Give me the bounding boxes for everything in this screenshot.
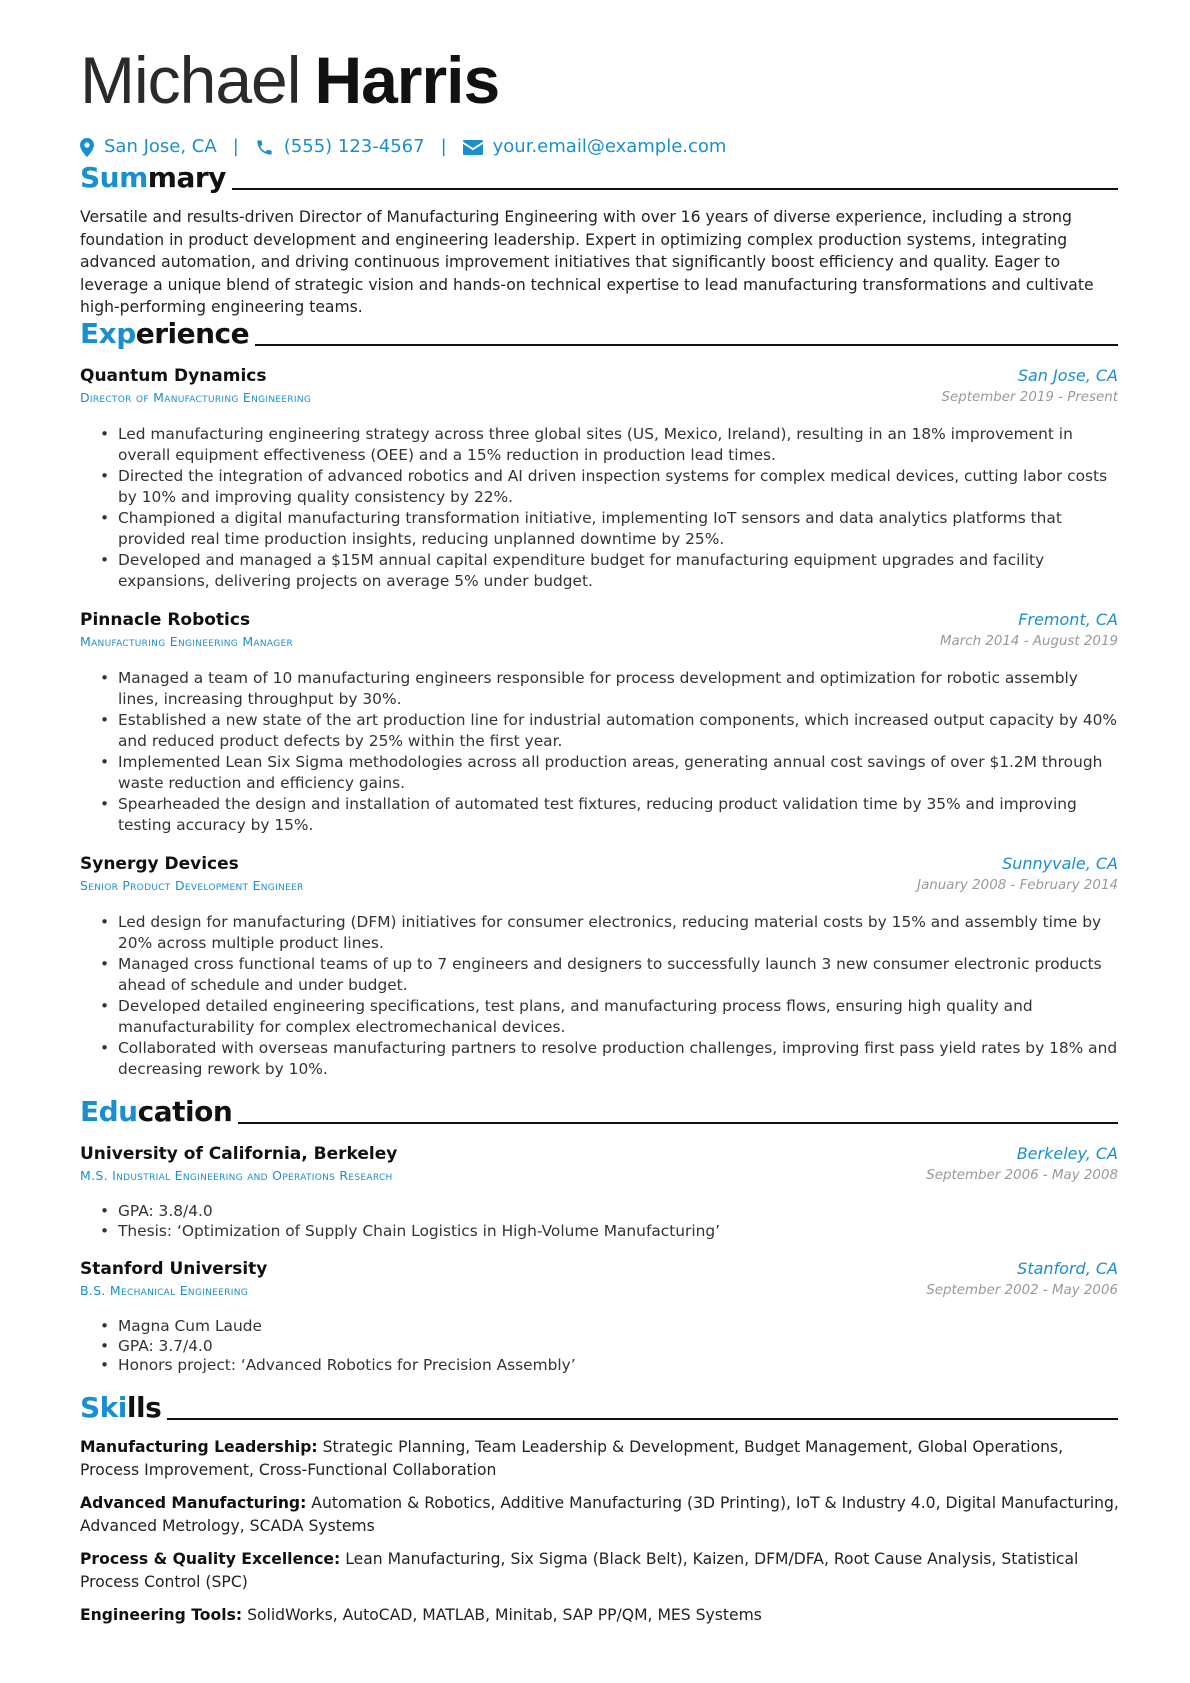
phone-icon [255, 138, 274, 157]
list-item: • Honors project: ‘Advanced Robotics for Precision Assembly’ [100, 1356, 1120, 1376]
list-item: • Developed detailed engineering specifications, test plans, and manufacturing process flows, ensuring high quality and manufacturability for complex electromechanical devices. [100, 996, 1120, 1038]
skill-category: Manufacturing Leadership: [80, 1438, 318, 1456]
school-dates: September 2006 - May 2008 [926, 1168, 1118, 1183]
skill-category: Engineering Tools: [80, 1606, 243, 1624]
list-item: • Managed a team of 10 manufacturing engineers responsible for process development and optimization for robotic assembly lines, increasing throughput by 30%. [100, 668, 1120, 710]
list-item: • Developed and managed a $15M annual capital expenditure budget for manufacturing equipment upgrades and facility expansions, delivering projects on average 5% under budget. [100, 550, 1120, 592]
job-bullets [100, 424, 1120, 592]
envelope-icon [463, 140, 483, 155]
skill-values: Lean Manufacturing, Six Sigma (Black Belt), Kaizen, DFM/DFA, Root Cause Analysis, Statistical Process Control (SPC) [80, 1550, 1079, 1591]
job-location: Sunnyvale, CA [1002, 854, 1118, 873]
job-dates: January 2008 - February 2014 [917, 878, 1118, 893]
skill-values: Automation & Robotics, Additive Manufacturing (3D Printing), IoT & Industry 4.0, Digital Manufacturing, Advanced Metrology, SCADA Systems [80, 1494, 1119, 1535]
list-item: • Managed cross functional teams of up to 7 engineers and designers to successfully launch 3 new consumer electronic products ahead of schedule and under budget. [100, 954, 1120, 996]
section-title-accent: Ski [80, 1391, 127, 1424]
section-divider [238, 1122, 1118, 1124]
company-name: Synergy Devices [80, 854, 239, 874]
job-title: Director of Manufacturing Engineering [80, 390, 312, 405]
location-pin-icon [80, 138, 94, 157]
skill-values: Strategic Planning, Team Leadership & Development, Budget Management, Global Operations, Process Improvement, Cross-Functional Collaboration [80, 1438, 1064, 1479]
school-location: Berkeley, CA [1016, 1144, 1118, 1163]
job-dates: September 2019 - Present [941, 390, 1118, 405]
experience-entry [80, 852, 1118, 898]
summary-text: Versatile and results-driven Director of Manufacturing Engineering with over 16 years of diverse experience, including a strong foundation in product development and engineering leadership. Expert in optimizing complex production systems, integrating advanced automation, and driving continuous improvement initiatives that significantly boost efficiency and quality. Eager to leverage a unique blend of strategic vision and hands-on technical expertise to lead manufacturing transformations and cultivate high-performing engineering teams. [80, 208, 1094, 316]
education-entry [80, 1257, 1118, 1303]
job-bullets [100, 912, 1120, 1080]
email-link[interactable]: your.email@example.com [492, 136, 727, 157]
contact-separator: | [440, 136, 447, 157]
section-education [80, 1090, 1118, 1130]
school-name: University of California, Berkeley [80, 1144, 398, 1164]
education-bullets [100, 1317, 1120, 1376]
section-title-accent: Edu [80, 1095, 138, 1128]
school-name: Stanford University [80, 1259, 268, 1279]
section-title-rest: lls [126, 1391, 162, 1424]
school-dates: September 2002 - May 2006 [926, 1283, 1118, 1298]
section-title [80, 1094, 232, 1130]
degree: B.S. Mechanical Engineering [80, 1283, 249, 1298]
skill-row [80, 1548, 1120, 1594]
job-location: Fremont, CA [1018, 610, 1118, 629]
list-item: • Collaborated with overseas manufacturing partners to resolve production challenges, improving first pass yield rates by 18% and decreasing rework by 10%. [100, 1038, 1120, 1080]
skill-row [80, 1492, 1120, 1538]
section-experience [80, 312, 1118, 352]
education-bullets [100, 1202, 1120, 1241]
section-title [80, 1390, 161, 1426]
section-skills [80, 1386, 1118, 1426]
experience-entry [80, 364, 1118, 410]
section-title-accent: Exp [80, 317, 136, 350]
skill-category: Advanced Manufacturing: [80, 1494, 307, 1512]
job-dates: March 2014 - August 2019 [940, 634, 1118, 649]
company-name: Quantum Dynamics [80, 366, 267, 386]
list-item: • Led manufacturing engineering strategy across three global sites (US, Mexico, Ireland), resulting in an 18% improvement in overall equipment effectiveness (OEE) and a 15% reduction in production lead times. [100, 424, 1120, 466]
section-summary [80, 156, 1118, 196]
last-name: Harris [314, 43, 500, 117]
company-name: Pinnacle Robotics [80, 610, 251, 630]
skill-row [80, 1436, 1120, 1482]
list-item: • Championed a digital manufacturing transformation initiative, implementing IoT sensors and data analytics platforms that provided real time production insights, reducing unplanned downtime by 25%. [100, 508, 1120, 550]
list-item: • GPA: 3.7/4.0 [100, 1337, 1120, 1357]
list-item: • Led design for manufacturing (DFM) initiatives for consumer electronics, reducing material costs by 15% and assembly time by 20% across multiple product lines. [100, 912, 1120, 954]
phone-text: (555) 123-4567 [283, 136, 425, 157]
list-item: • Implemented Lean Six Sigma methodologies across all production areas, generating annual cost savings of over $1.2M through waste reduction and efficiency gains. [100, 752, 1120, 794]
job-title: Senior Product Development Engineer [80, 878, 304, 893]
section-divider [255, 344, 1118, 346]
section-title [80, 316, 249, 352]
list-item: • Directed the integration of advanced robotics and AI driven inspection systems for complex medical devices, cutting labor costs by 10% and improving quality consistency by 22%. [100, 466, 1120, 508]
list-item: • Established a new state of the art production line for industrial automation components, which increased output capacity by 40% and reduced product defects by 25% within the first year. [100, 710, 1120, 752]
section-title-rest: erience [135, 317, 250, 350]
list-item: • Magna Cum Laude [100, 1317, 1120, 1337]
experience-entry [80, 608, 1118, 654]
section-title-rest: cation [137, 1095, 233, 1128]
section-divider [167, 1418, 1118, 1420]
job-bullets [100, 668, 1120, 836]
section-divider [232, 188, 1118, 190]
list-item: • Spearheaded the design and installation of automated test fixtures, reducing product validation time by 35% and improving testing accuracy by 15%. [100, 794, 1120, 836]
skill-values: SolidWorks, AutoCAD, MATLAB, Minitab, SAP PP/QM, MES Systems [247, 1606, 762, 1624]
contact-separator: | [232, 136, 239, 157]
skill-row [80, 1604, 1120, 1627]
section-title-rest: mary [147, 161, 226, 194]
job-title: Manufacturing Engineering Manager [80, 634, 294, 649]
location-text: San Jose, CA [104, 136, 217, 157]
skill-category: Process & Quality Excellence: [80, 1550, 341, 1568]
job-location: San Jose, CA [1017, 366, 1118, 385]
list-item: • Thesis: ‘Optimization of Supply Chain Logistics in High-Volume Manufacturing’ [100, 1222, 1120, 1242]
candidate-name [80, 42, 499, 118]
list-item: • GPA: 3.8/4.0 [100, 1202, 1120, 1222]
first-name: Michael [80, 43, 301, 117]
education-entry [80, 1142, 1118, 1188]
school-location: Stanford, CA [1017, 1259, 1118, 1278]
section-title-accent: Sum [80, 161, 148, 194]
section-title [80, 160, 226, 196]
degree: M.S. Industrial Engineering and Operations Research [80, 1168, 393, 1183]
